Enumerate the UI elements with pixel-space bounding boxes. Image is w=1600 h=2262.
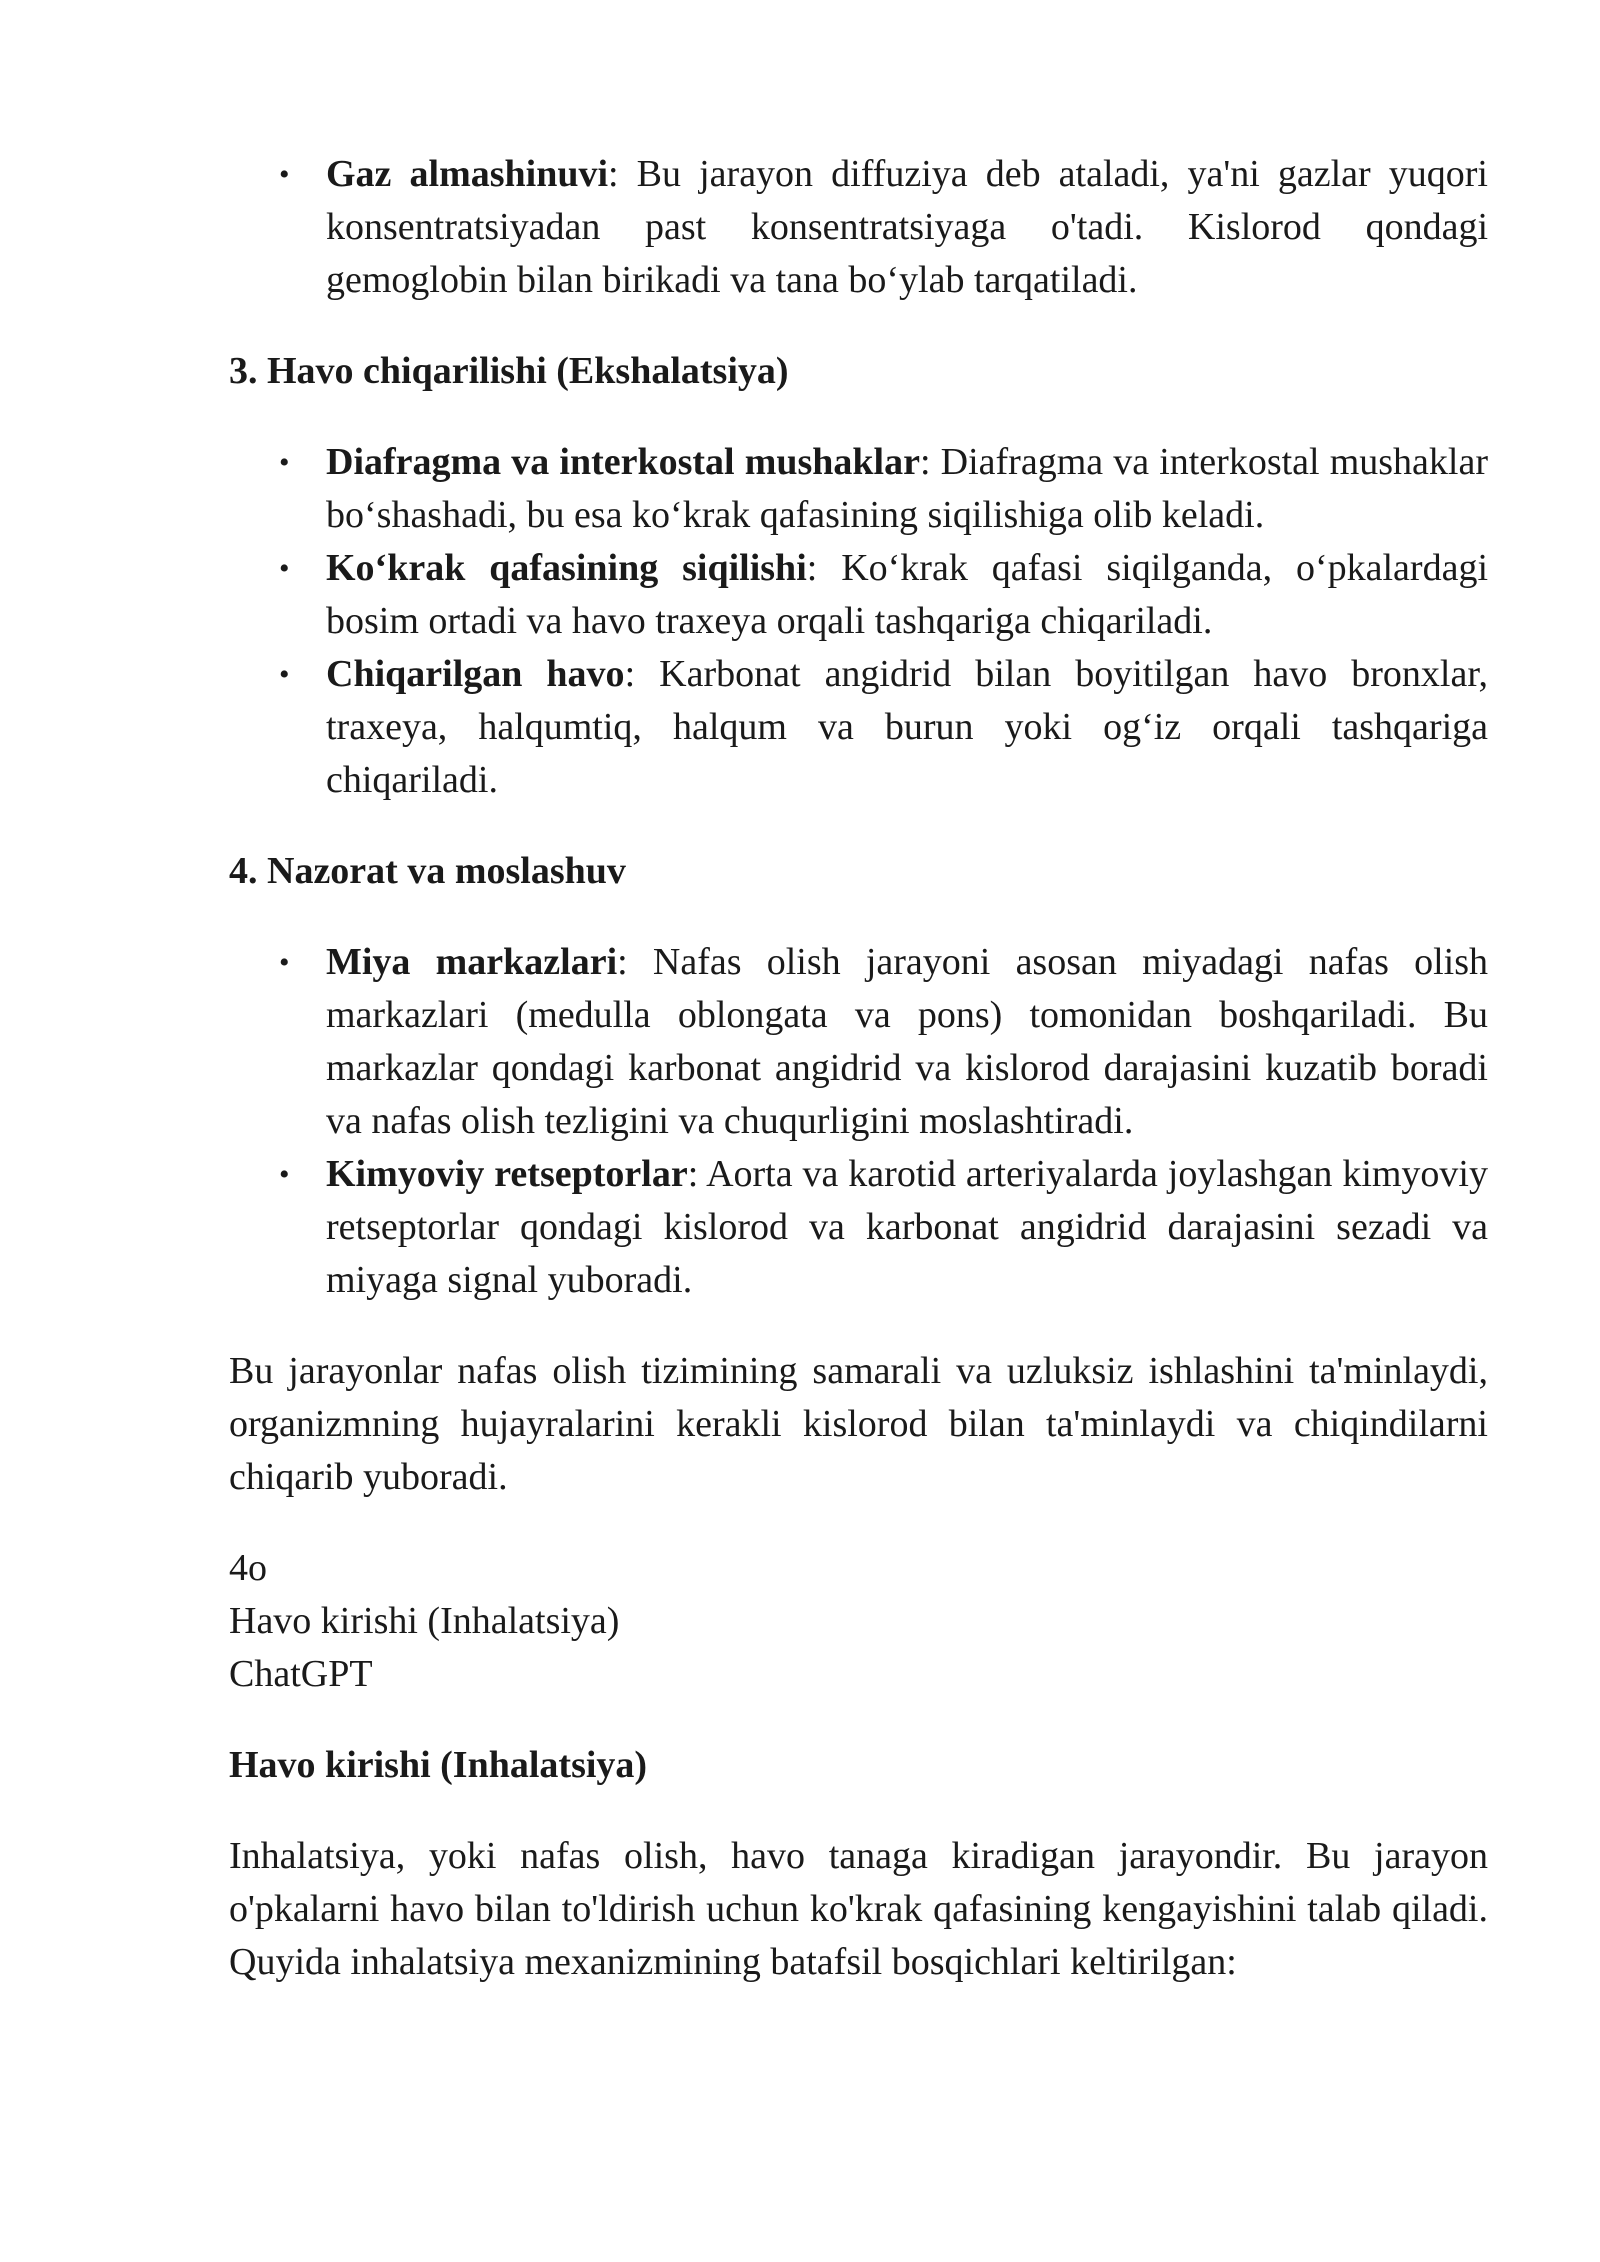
bullet-icon: •	[279, 658, 290, 691]
inhalation-paragraph: Inhalatsiya, yoki nafas olish, havo tanaga kiradigan jarayondir. Bu jarayon o'pkalarni havo bilan to'ldirish uchun ko'krak qafasining kengayishini talab qiladi. Quyida inhalatsiya mexanizmining batafsil bosqichlari keltirilgan:	[229, 1835, 1488, 1983]
list-item	[229, 1148, 1488, 1307]
list-item-text: : Ko‘krak qafasi siqilganda, o‘pkalardagi bosim ortadi va havo traxeya orqali tashqariga chiqariladi.	[326, 547, 1488, 642]
list-item	[229, 148, 1488, 307]
list-item	[229, 436, 1488, 542]
bullet-icon: •	[279, 1158, 290, 1191]
list-item-text: : Diafragma va interkostal mushaklar bo‘shashadi, bu esa ko‘krak qafasining siqilishiga olib keladi.	[326, 441, 1488, 536]
list-item-term: Kimyoviy retseptorlar	[326, 1153, 688, 1195]
section-heading-inhalation: Havo kirishi (Inhalatsiya)	[229, 1744, 648, 1786]
prompt-line: Havo kirishi (Inhalatsiya)	[229, 1600, 620, 1642]
document-page	[229, 148, 1488, 1989]
list-item-term: Diafragma va interkostal mushaklar	[326, 441, 920, 483]
list-item-term: Chiqarilgan havo	[326, 653, 625, 695]
list-item-text: : Nafas olish jarayoni asosan miyadagi nafas olish markazlari (medulla oblongata va pons) tomonidan boshqariladi. Bu markazlar qondagi karbonat angidrid va kislorod darajasini kuzatib boradi va nafas olish tezligini va chuqurligini moslashtiradi.	[326, 941, 1488, 1142]
assistant-label: ChatGPT	[229, 1653, 373, 1695]
summary-paragraph: Bu jarayonlar nafas olish tizimining samarali va uzluksiz ishlashini ta'minlaydi, organizmning hujayralarini kerakli kislorod bilan ta'minlaydi va chiqindilarni chiqarib yuboradi.	[229, 1350, 1488, 1498]
bullet-icon: •	[279, 946, 290, 979]
model-label: 4o	[229, 1547, 267, 1589]
bullet-icon: •	[279, 446, 290, 479]
list-item	[229, 936, 1488, 1148]
control-list	[229, 936, 1488, 1307]
section-heading-exhalation: 3. Havo chiqarilishi (Ekshalatsiya)	[229, 350, 789, 392]
list-item-text: : Karbonat angidrid bilan boyitilgan havo bronxlar, traxeya, halqumtiq, halqum va burun yoki og‘iz orqali tashqariga chiqariladi.	[326, 653, 1488, 801]
list-item	[229, 648, 1488, 807]
bullet-icon: •	[279, 552, 290, 585]
list-item-text: : Bu jarayon diffuziya deb ataladi, ya'ni gazlar yuqori konsentratsiyadan past konsentratsiyaga o'tadi. Kislorod qondagi gemoglobin bilan birikadi va tana bo‘ylab tarqatiladi.	[326, 153, 1488, 301]
exhalation-list	[229, 436, 1488, 807]
list-item	[229, 542, 1488, 648]
list-item-term: Miya markazlari	[326, 941, 618, 983]
section-heading-control: 4. Nazorat va moslashuv	[229, 850, 626, 892]
gas-exchange-list	[229, 148, 1488, 307]
bullet-icon: •	[279, 158, 290, 191]
list-item-term: Gaz almashinuvi	[326, 153, 609, 195]
list-item-term: Ko‘krak qafasining siqilishi	[326, 547, 807, 589]
list-item-text: : Aorta va karotid arteriyalarda joylashgan kimyoviy retseptorlar qondagi kislorod va karbonat angidrid darajasini sezadi va miyaga signal yuboradi.	[326, 1153, 1488, 1301]
